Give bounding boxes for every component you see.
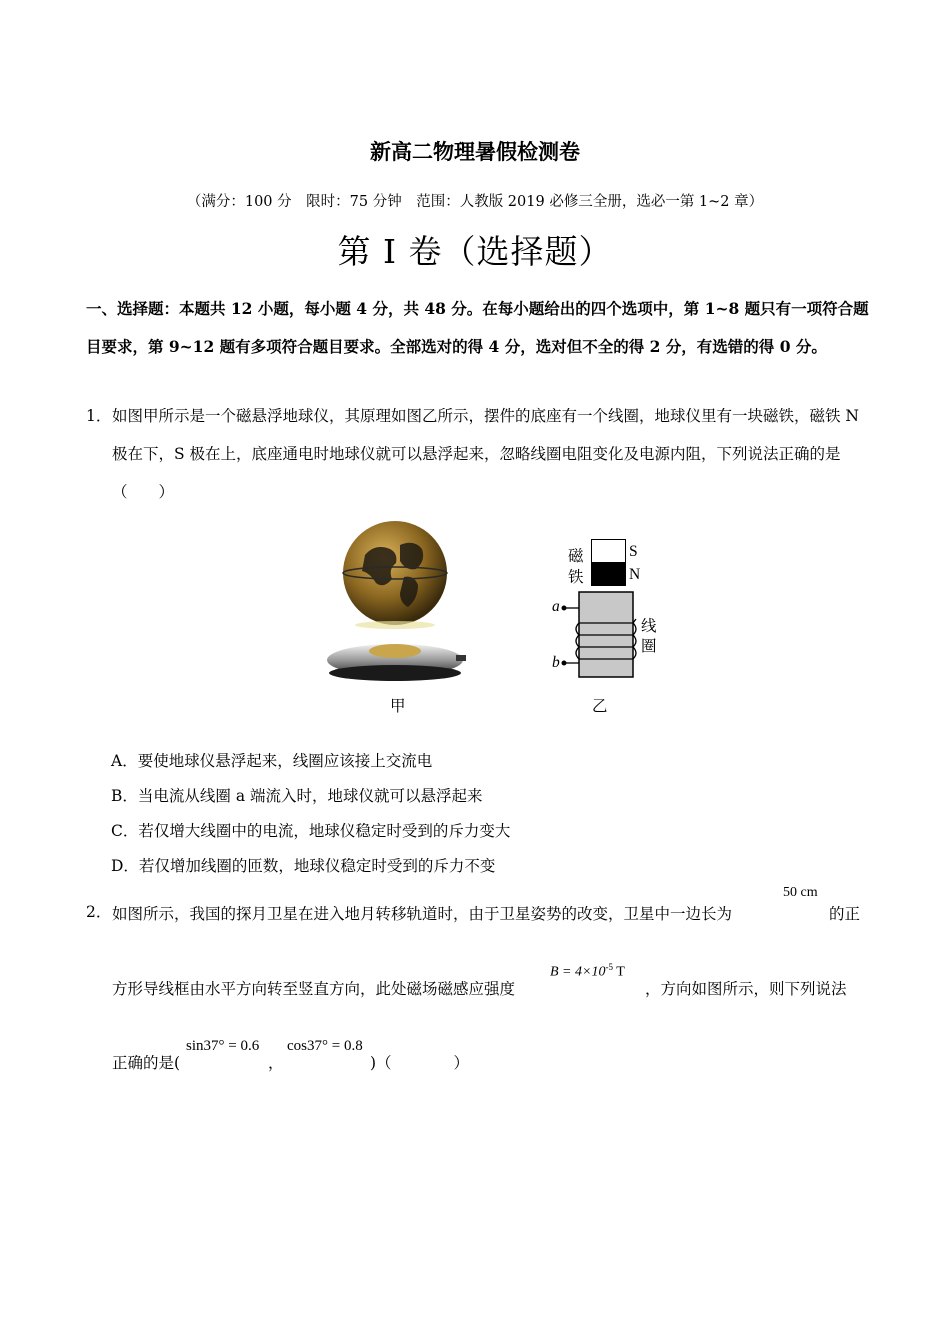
question-2-line3: 正确的是( [112,1054,181,1072]
coil-label: 线 [641,617,657,635]
question-2-line1-end: 的正 [829,905,861,923]
globe [343,521,447,625]
question-2-line2: 方形导线框由水平方向转至竖直方向，此处磁场磁感应强度 [112,980,516,998]
comma: ， [268,1054,284,1072]
question-text: 如图甲所示是一个磁悬浮地球仪，其原理如图乙所示，摆件的底座有一个线圈，地球仪里有一块磁铁，磁铁 N 极在下，S 极在上，底座通电时地球仪就可以悬浮起来，忽略线圈电阻变化及电源内阻，下列说法正确的是（ ） [112,407,859,501]
sin-formula: sin37° = 0.6 [186,1038,260,1054]
page-title: 新高二物理暑假检测卷 [370,139,580,164]
levitating-globe-figure [320,515,480,690]
b-field-formula: $B = 4\times 10^{-5}$ T [550,962,625,980]
section-header: 一、选择题：本题共 12 小题，每小题 4 分，共 48 分。在每小题给出的四个选项中，第 1~8 题只有一项符合题目要求，第 9~12 题有多项符合题目要求。全部选对的得 4 分，选对但不全的得 2 分，有选错的得 0 分。 [86,299,869,356]
coil-label: 圈 [641,637,657,655]
question-number: 1． [86,407,112,425]
option-a: A．要使地球仪悬浮起来，线圈应该接上交流电 [111,752,433,770]
terminal-a-label: a [552,598,560,615]
volume-title: 第 I 卷（选择题） [337,232,613,271]
question-2-number: 2． [86,903,112,921]
magnet-label: 铁 [568,568,584,586]
figure-caption-left: 甲 [390,697,406,715]
terminal-b-label: b [552,654,560,671]
magnet-coil-diagram [540,535,670,695]
question-2-line2-end: ，方向如图所示，则下列说法 [645,980,847,998]
question-2-line1: 如图所示，我国的探月卫星在进入地月转移轨道时，由于卫星姿势的改变，卫星中一边长为 [112,905,733,923]
figure-caption-right: 乙 [592,697,608,715]
exam-info: （满分：100 分 限时：75 分钟 范围：人教版 2019 必修三全册，选必一第 1~2 章） [186,194,764,210]
magnet-label: 磁 [568,547,584,565]
pole-s-label: S [629,543,638,560]
cos-formula: cos37° = 0.8 [287,1038,363,1054]
pole-n-label: N [629,566,641,583]
option-b: B．当电流从线圈 a 端流入时，地球仪就可以悬浮起来 [111,787,483,805]
option-d: D．若仅增加线圈的匝数，地球仪稳定时受到的斥力不变 [111,857,496,875]
question-2-line3-end: )（ ） [370,1054,470,1072]
length-formula: 50 cm [783,885,818,900]
option-c: C．若仅增大线圈中的电流，地球仪稳定时受到的斥力变大 [111,822,511,840]
